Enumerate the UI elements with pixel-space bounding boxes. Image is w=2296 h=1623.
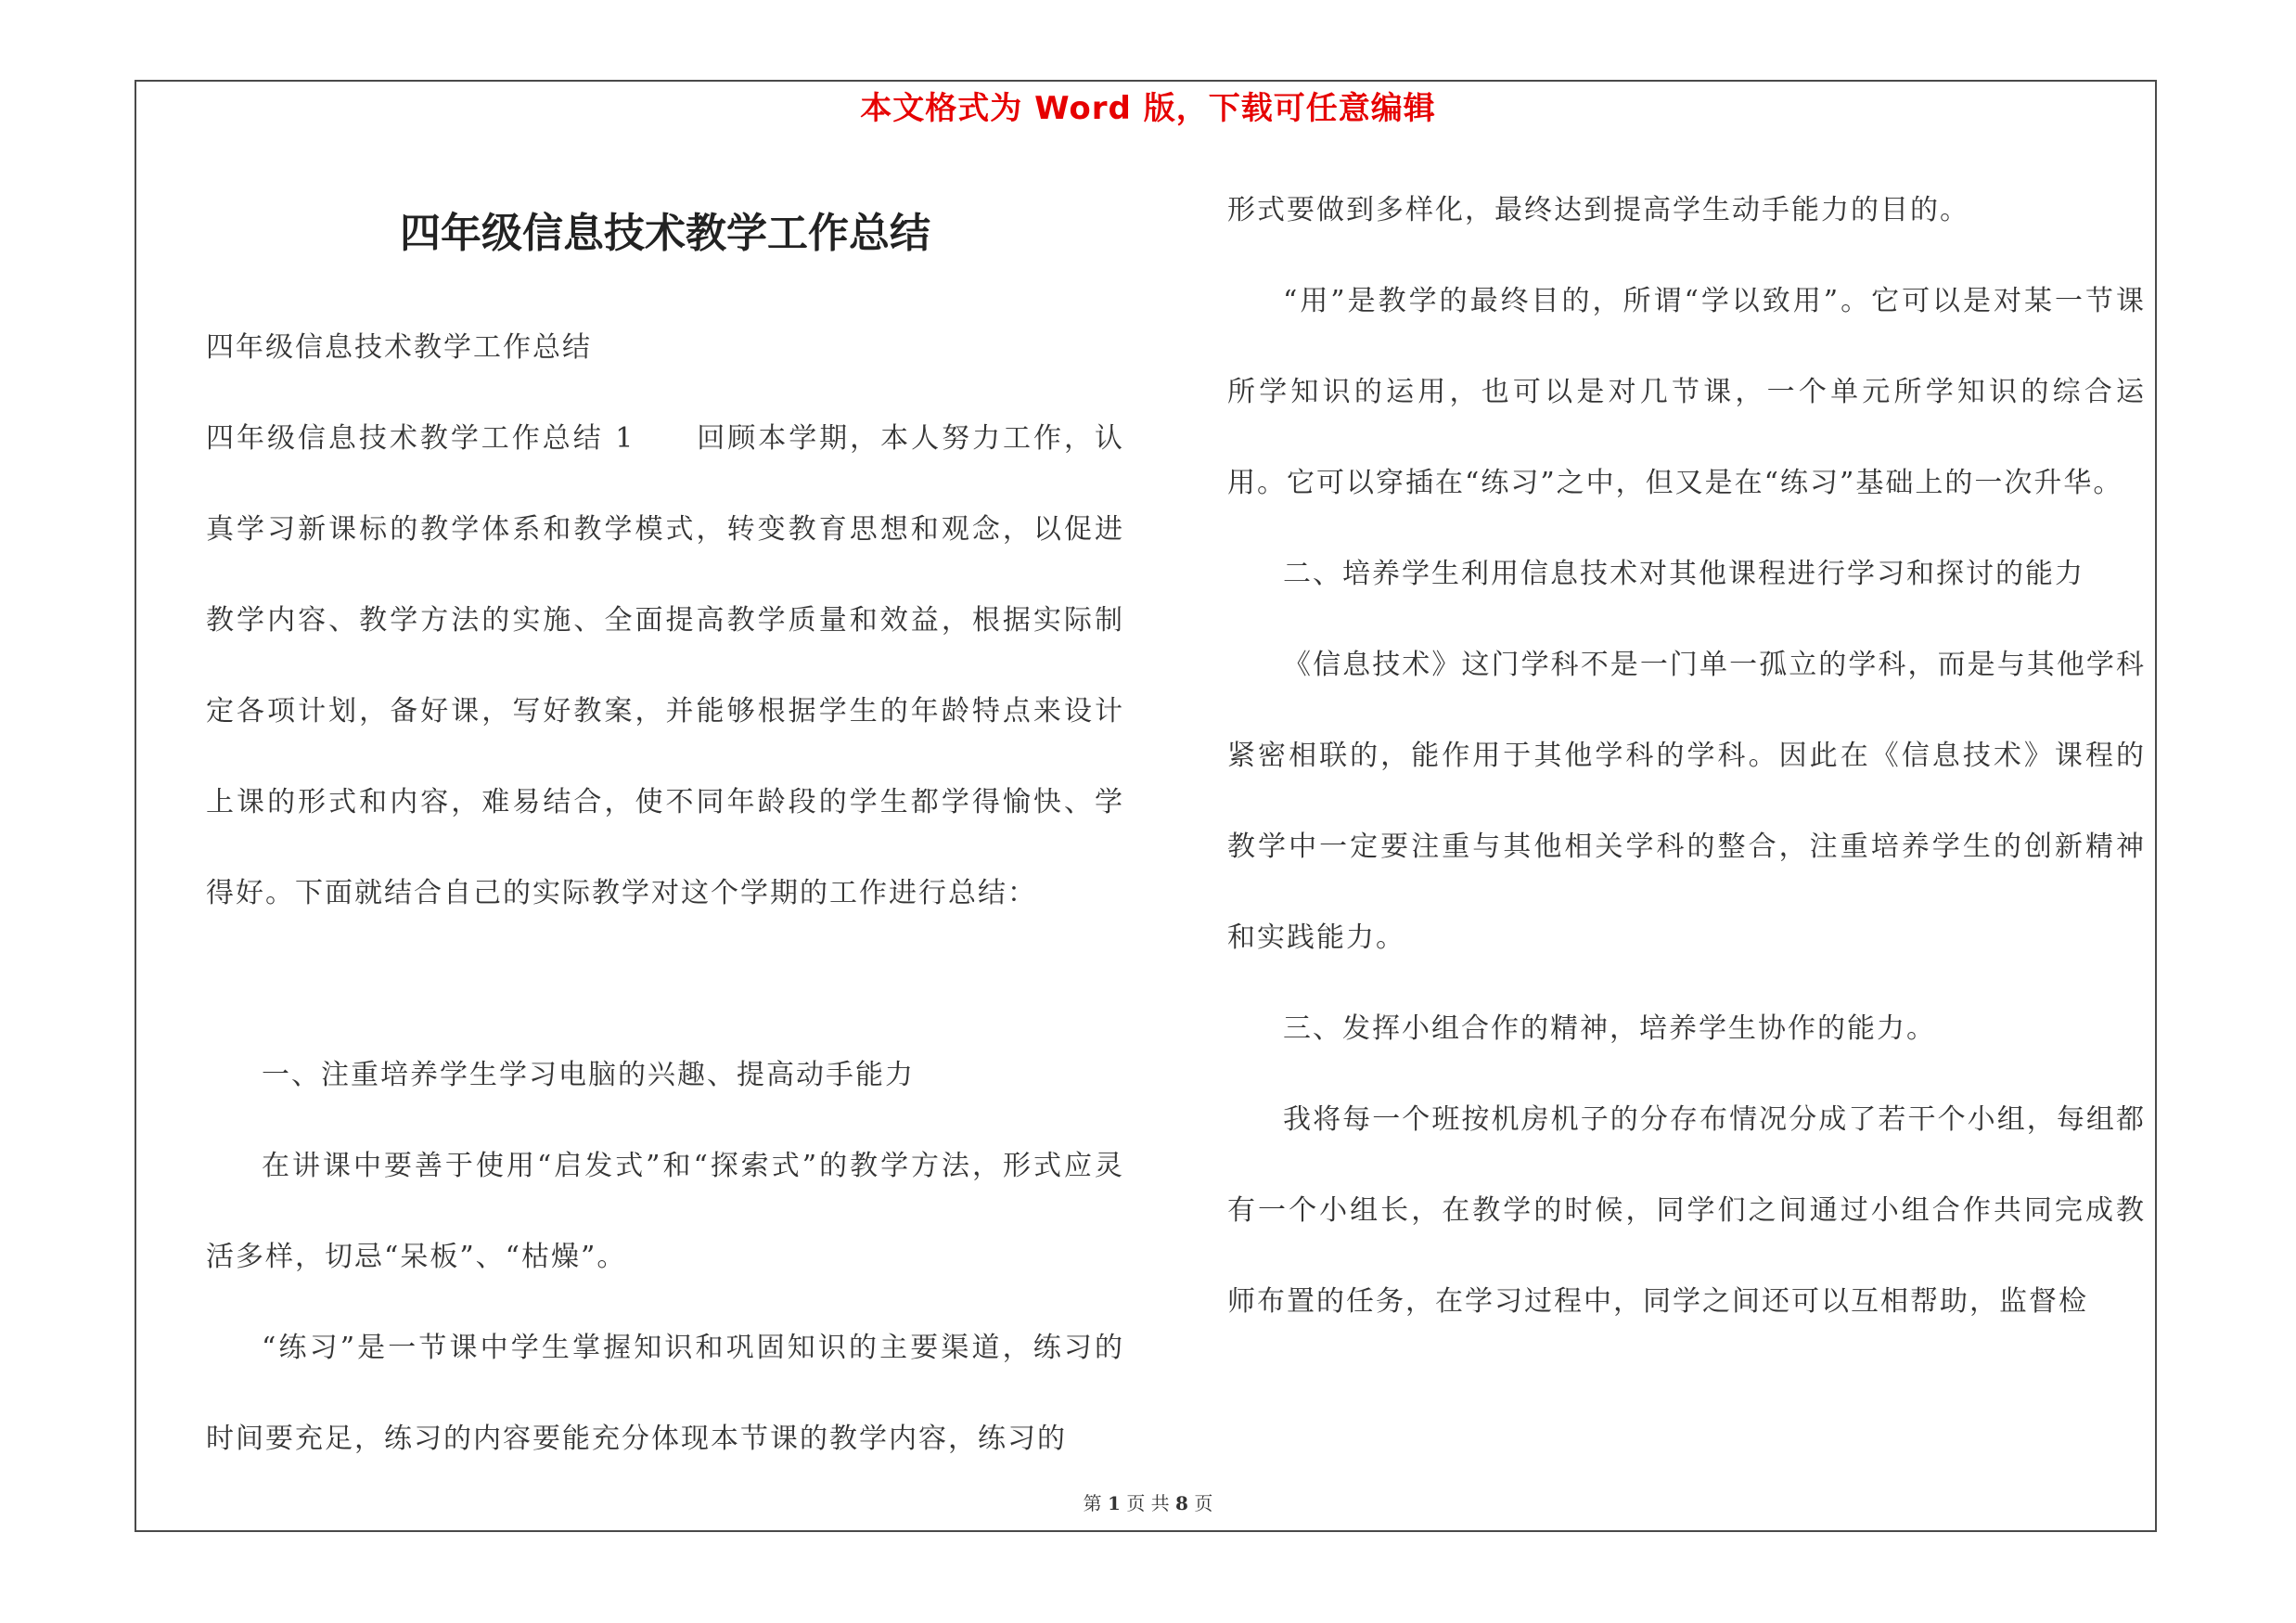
document-title: 四年级信息技术教学工作总结	[400, 210, 930, 257]
right-column	[1227, 165, 2146, 1347]
intro-paragraph: 四年级信息技术教学工作总结 1 回顾本学期，本人努力工作，认真学习新课标的教学体系和教学模式，转变教育思想和观念，以促进教学内容、教学方法的实施、全面提高教学质量和效益，根据实际制定各项计划，备好课，写好教案，并能够根据学生的年龄特点来设计上课的形式和内容，难易结合，使不同年龄段的学生都学得愉快、学得好。下面就结合自己的实际教学对这个学期的工作进行总结：	[206, 422, 1124, 909]
body-paragraph: “练习”是一节课中学生掌握知识和巩固知识的主要渠道，练习的时间要充足，练习的内容要能充分体现本节课的教学内容，练习的	[206, 1332, 1124, 1455]
page-footer	[0, 1489, 2296, 1517]
footer-page-number: 1	[1108, 1492, 1121, 1514]
body-paragraph: 我将每一个班按机房机子的分存布情况分成了若干个小组，每组都有一个小组长，在教学的时候，同学们之间通过小组合作共同完成教师布置的任务，在学习过程中，同学之间还可以互相帮助，监督检	[1227, 1103, 2146, 1318]
section-heading-1: 一、注重培养学生学习电脑的兴趣、提高动手能力	[262, 1059, 915, 1091]
footer-suffix: 页	[1194, 1492, 1213, 1514]
footer-total-pages: 8	[1175, 1492, 1188, 1514]
body-paragraph: 《信息技术》这门学科不是一门单一孤立的学科，而是与其他学科紧密相联的，能作用于其他学科的学科。因此在《信息技术》课程的教学中一定要注重与其他相关学科的整合，注重培养学生的创新精神和实践能力。	[1227, 649, 2146, 954]
body-paragraph-continued: 形式要做到多样化，最终达到提高学生动手能力的目的。	[1227, 194, 1969, 226]
body-paragraph: “用”是教学的最终目的，所谓“学以致用”。它可以是对某一节课所学知识的运用，也可以是对几节课，一个单元所学知识的综合运用。它可以穿插在“练习”之中，但又是在“练习”基础上的一次升华。	[1227, 285, 2146, 499]
footer-prefix: 第	[1083, 1492, 1102, 1514]
editable-notice-banner: 本文格式为 Word 版，下载可任意编辑	[860, 90, 1436, 127]
subtitle-paragraph: 四年级信息技术教学工作总结	[206, 331, 592, 364]
left-column	[206, 303, 1124, 1485]
footer-middle: 页 共	[1126, 1492, 1170, 1514]
body-paragraph: 在讲课中要善于使用“启发式”和“探索式”的教学方法，形式应灵活多样，切忌“呆板”、“枯燥”。	[206, 1150, 1124, 1273]
section-heading-2: 二、培养学生利用信息技术对其他课程进行学习和探讨的能力	[1283, 558, 2084, 590]
section-heading-3: 三、发挥小组合作的精神，培养学生协作的能力。	[1283, 1012, 1936, 1045]
